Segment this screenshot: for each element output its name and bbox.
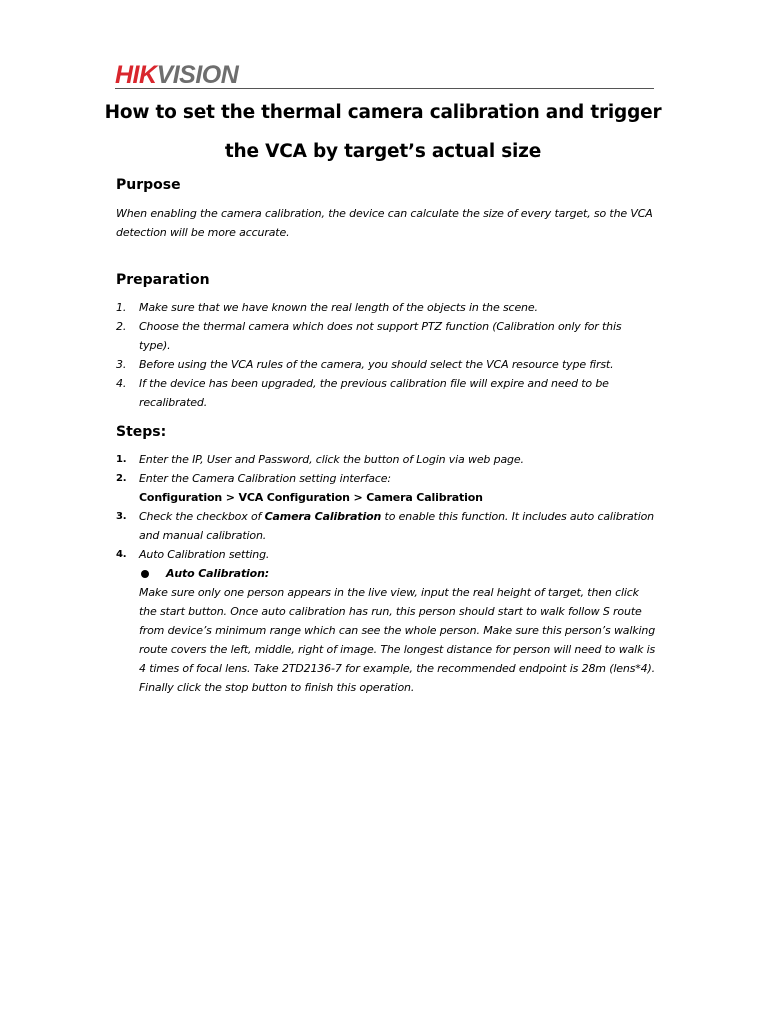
hikvision-logo [115,61,238,89]
bullet-icon [141,570,149,578]
item-text: Make sure that we have known the real length of the objects in the scene. [139,301,538,314]
item-text: Before using the VCA rules of the camera, you should select the VCA resource type first. [139,358,614,371]
purpose-heading: Purpose [116,177,181,193]
preparation-list [116,298,656,412]
header-divider [115,88,654,89]
steps-heading: Steps: [116,424,167,440]
step-text-bold: Camera Calibration [264,510,382,523]
sub-bullet-title: Auto Calibration: [166,567,270,580]
item-number: 3. [116,358,127,371]
item-number: 1. [116,301,127,314]
step-text-post: to enable this function. It includes auto calibration and manual calibration. [139,510,655,542]
step-number: 4. [116,549,127,560]
step-text: Enter the IP, User and Password, click the button of Login via web page. [139,453,524,466]
step-number: 3. [116,511,127,522]
preparation-item [116,317,656,355]
preparation-heading: Preparation [116,272,210,288]
menu-path: Configuration > VCA Configuration > Camera Calibration [139,491,483,504]
sub-bullet-item [139,564,656,583]
step-text: Enter the Camera Calibration setting interface: [139,472,391,485]
step-text: Auto Calibration setting. [139,548,270,561]
title-line-1: How to set the thermal camera calibration and trigger [104,102,662,123]
logo-vision-text: VISION [156,61,239,89]
preparation-item [116,355,656,374]
step-item-2 [116,469,656,507]
step-number: 2. [116,473,127,484]
sub-bullet-text: Make sure only one person appears in the live view, input the real height of target, then click the start button. Once auto calibration has run, this person should start to walk follow S route from device’s minimum range which can see the whole person. Make sure this person’s walking route covers the left, middle, right of image. The longest distance for person will need to walk is 4 times of focal lens. Take 2TD2136-7 for example, the recommended endpoint is 28m (lens*4). Finally click the stop button to finish this operation. [139,586,656,694]
item-text: If the device has been upgraded, the previous calibration file will expire and need to be recalibrated. [139,377,609,409]
purpose-text: When enabling the camera calibration, the device can calculate the size of every target, so the VCA detection will be more accurate. [116,207,653,239]
step-item-3 [116,507,656,545]
step-item-4 [116,545,656,697]
item-number: 2. [116,320,127,333]
preparation-item [116,374,656,412]
preparation-item [116,298,656,317]
document-title [100,93,666,171]
logo-hik-text: HIK [115,61,157,89]
title-line-2: the VCA by target’s actual size [224,141,542,162]
steps-list [116,450,656,697]
item-number: 4. [116,377,127,390]
step-number: 1. [116,454,127,465]
item-text: Choose the thermal camera which does not support PTZ function (Calibration only for this type). [139,320,622,352]
step-item-1 [116,450,656,469]
step-text-pre: Check the checkbox of [139,510,265,523]
